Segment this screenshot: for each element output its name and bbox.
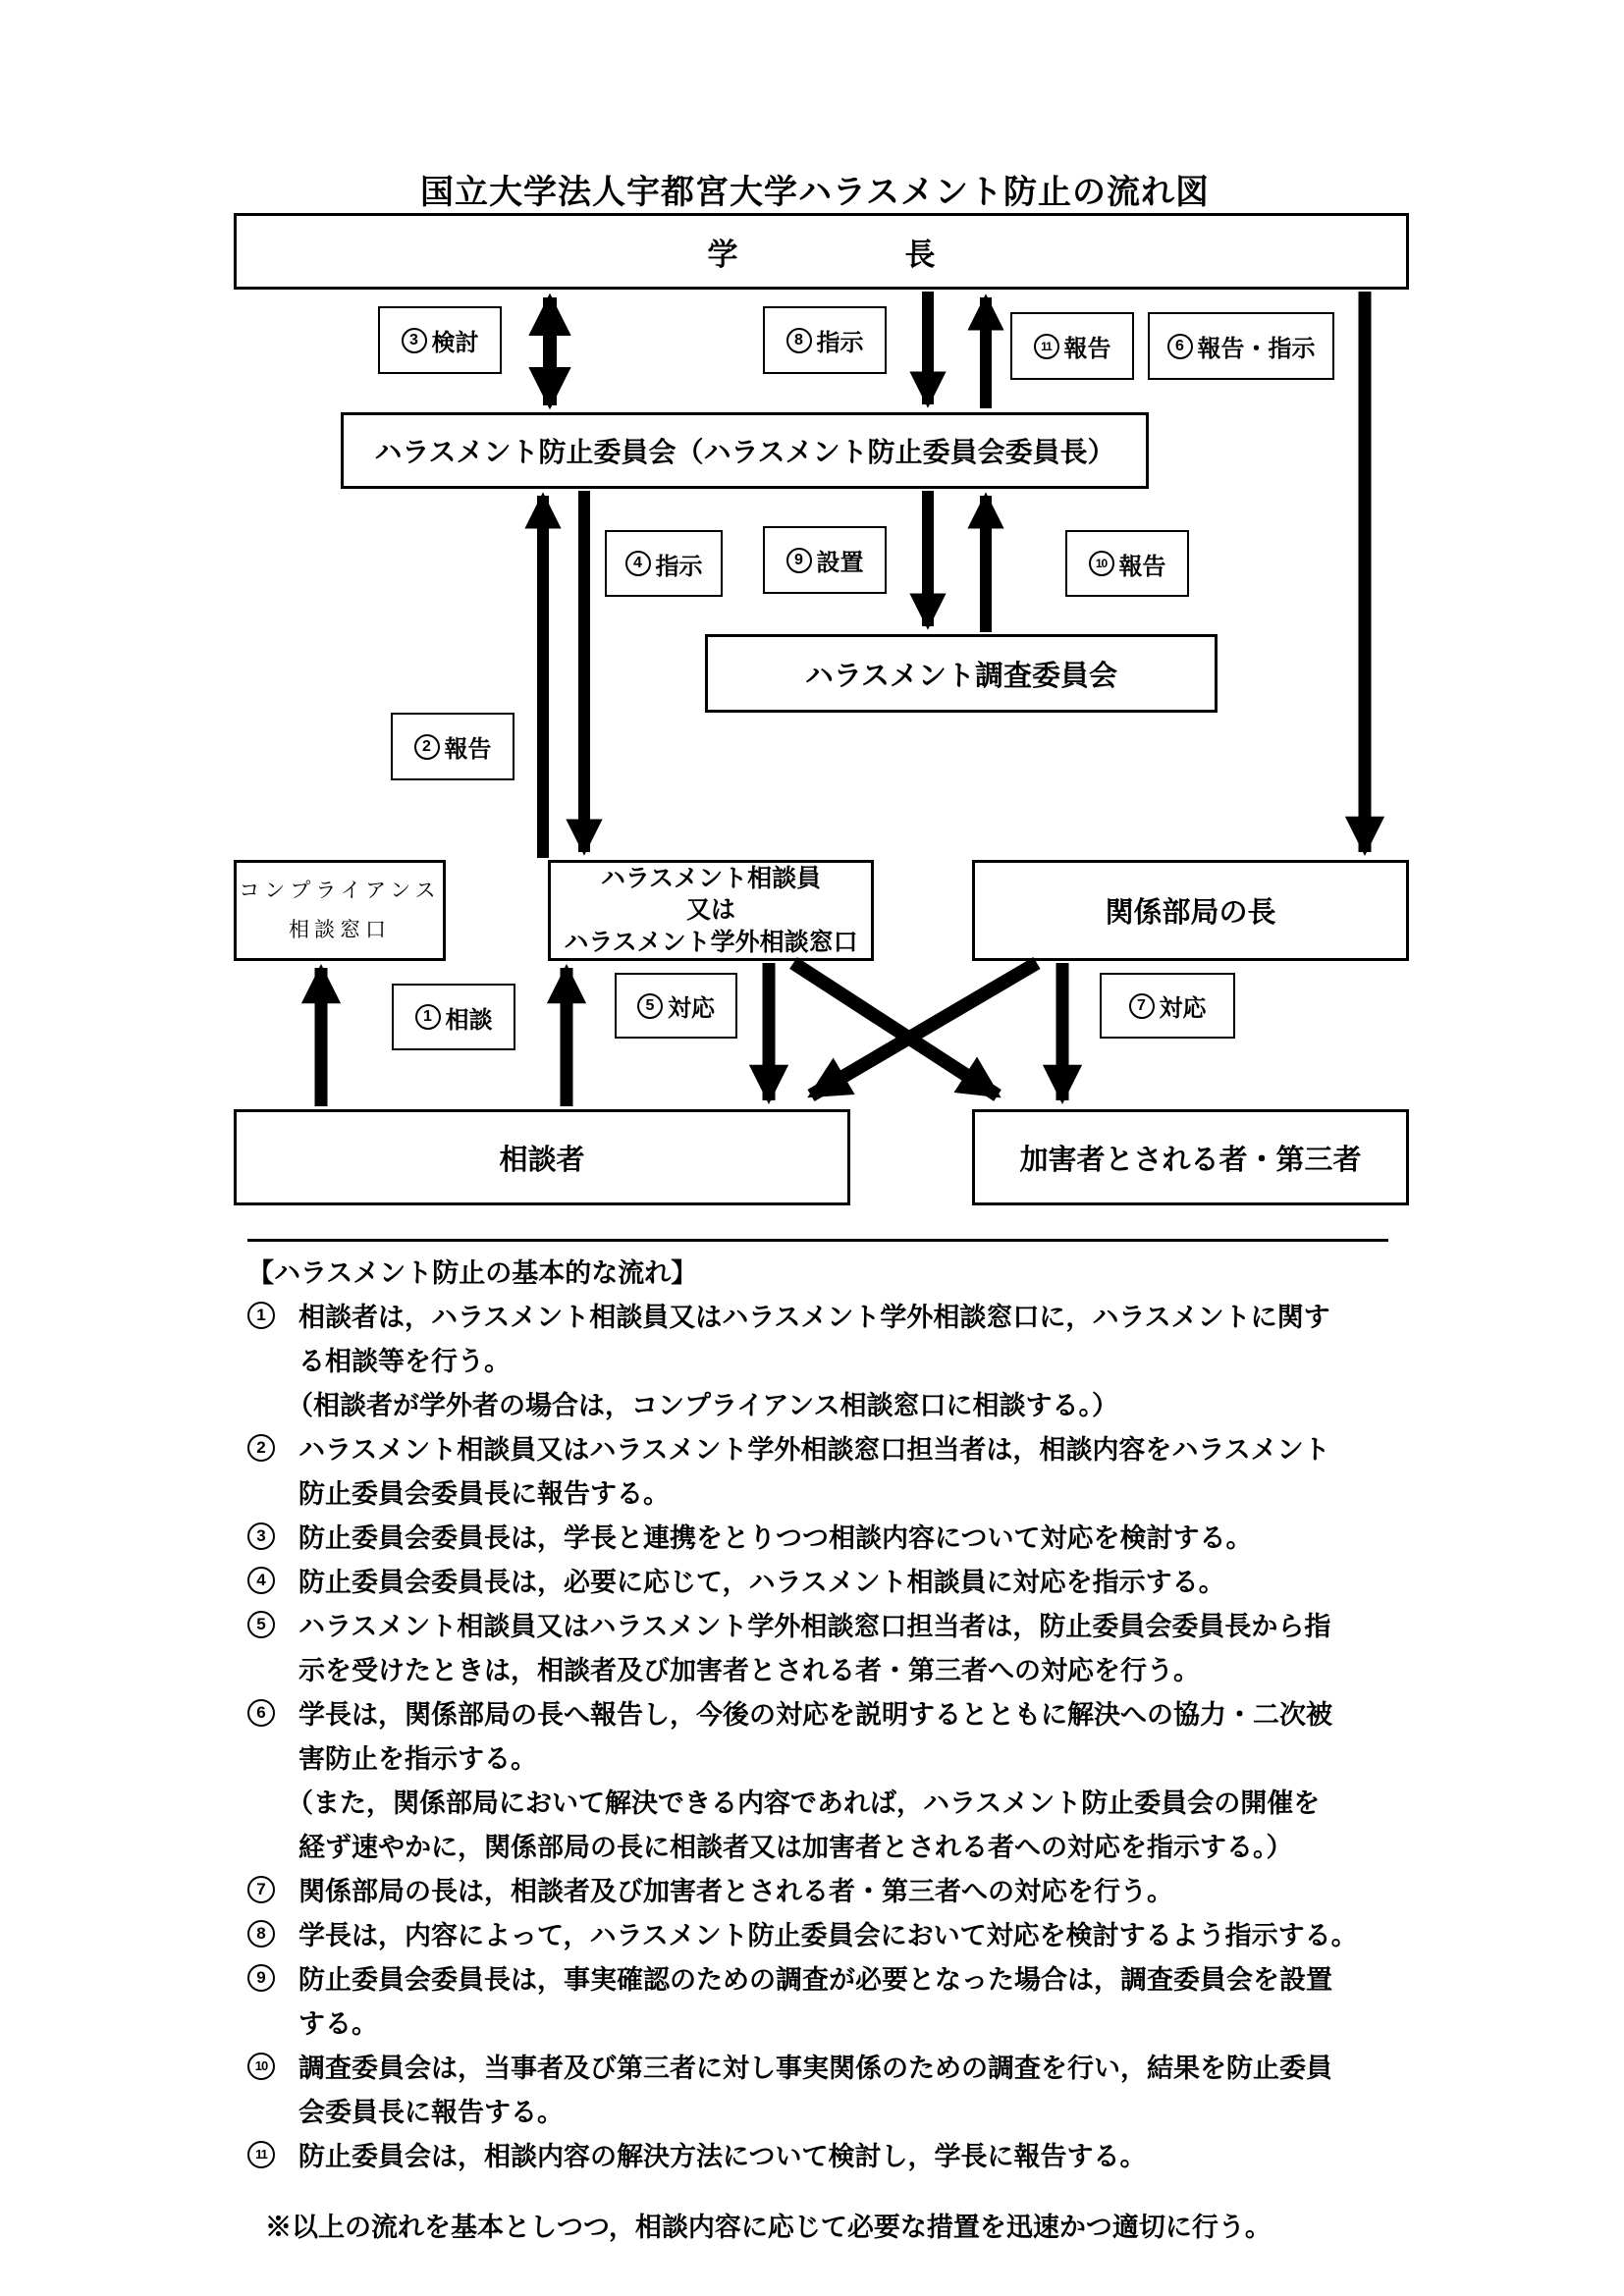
legend-line: （相談者が学外者の場合は，コンプライアンス相談窓口に相談する。） [287,1391,1118,1420]
circled-number-icon: 3 [247,1522,275,1550]
circled-number-icon: 4 [247,1567,275,1594]
legend-line: 10 調査委員会は，当事者及び第三者に対し事実関係のための調査を行い，結果を防止委員 [247,2044,1553,2088]
box-investigation-committee [705,634,1218,713]
legend-line: 害防止を指示する。 [298,1744,537,1774]
circled-number-icon: 8 [247,1920,275,1948]
box-harassment-counselor [548,860,874,961]
circled-number-icon: 5 [247,1611,275,1638]
circled-number-icon: 11 [1034,334,1059,359]
legend-heading: 【ハラスメント防止の基本的な流れ】 [247,1258,698,1288]
legend-line: （また，関係部局において解決できる内容であれば，ハラスメント防止委員会の開催を [287,1789,1321,1818]
circled-number-icon: 9 [247,1964,275,1992]
flow-label-7-respond: 7 対応 [1100,973,1235,1039]
box-consulter [234,1109,850,1205]
circled-number-icon: 3 [402,328,427,353]
legend-line: 会委員長に報告する。 [298,2098,564,2127]
arrow-7-respond-diagonal-consulter [811,963,1037,1095]
legend-line: 防止委員会委員長に報告する。 [298,1479,670,1509]
circled-number-icon: 7 [1129,993,1155,1019]
legend-line: 9 防止委員会委員長は，事実確認のための調査が必要となった場合は，調査委員会を設置 [247,1955,1553,2000]
flow-label-4-instruct: 4 指示 [605,530,723,597]
flow-label-5-respond: 5 対応 [615,973,737,1039]
circled-number-icon: 6 [247,1699,275,1727]
circled-number-icon: 1 [415,1004,441,1030]
flow-label-10-report: 10 報告 [1065,530,1189,597]
flow-label-2-report: 2 報告 [391,713,514,780]
circled-number-icon: 8 [786,328,812,353]
legend-note: ※以上の流れを基本としつつ，相談内容に応じて必要な措置を迅速かつ適切に行う。 [265,2213,1272,2242]
legend-line: 5 ハラスメント相談員又はハラスメント学外相談窓口担当者は，防止委員会委員長から指 [247,1602,1553,1646]
circled-number-icon: 7 [247,1876,275,1903]
basic-flow-legend [247,1249,1553,2247]
circled-number-icon: 5 [637,993,663,1019]
legend-line: 3 防止委員会委員長は，学長と連携をとりつつ相談内容について対応を検討する。 [247,1514,1553,1558]
flow-label-6-report-instruct: 6 報告・指示 [1148,312,1334,380]
legend-line: 2 ハラスメント相談員又はハラスメント学外相談窓口担当者は，相談内容をハラスメント [247,1425,1553,1469]
section-divider-line [247,1239,1388,1242]
box-compliance-desk [234,860,446,961]
legend-line: 1 相談者は，ハラスメント相談員又はハラスメント学外相談窓口に，ハラスメントに関す [247,1293,1553,1337]
investigation-committee-label: ハラスメント調査委員会 [804,660,1118,692]
flow-label-3-review: 3 検討 [378,306,502,374]
legend-line: 8 学長は，内容によって，ハラスメント防止委員会において対応を検討するよう指示する。 [247,1911,1553,1955]
box-department-head [972,860,1409,961]
department-head-label: 関係部局の長 [1105,897,1276,929]
circled-number-icon: 2 [247,1434,275,1462]
circled-number-icon: 9 [786,548,812,573]
consulter-label: 相談者 [499,1144,585,1176]
circled-number-icon: 6 [1167,334,1193,359]
page-title: 国立大学法人宇都宮大学ハラスメント防止の流れ図 [420,174,1210,211]
circled-number-icon: 1 [247,1302,275,1329]
arrow-5-respond-diagonal-accused [793,963,998,1095]
flow-label-1-consult: 1 相談 [392,984,515,1050]
legend-line: る相談等を行う。 [298,1347,511,1376]
compliance-desk-label: コンプライアンス 相談窓口 [239,879,441,941]
circled-number-icon: 4 [625,551,651,576]
circled-number-icon: 11 [247,2141,275,2168]
flow-label-8-instruct: 8 指示 [763,306,887,374]
circled-number-icon: 10 [1089,551,1114,576]
legend-line: 4 防止委員会委員長は，必要に応じて，ハラスメント相談員に対応を指示する。 [247,1558,1553,1602]
legend-line: 6 学長は，関係部局の長へ報告し，今後の対応を説明するとともに解決への協力・二次被 [247,1690,1553,1735]
legend-line: する。 [298,2009,378,2039]
harassment-counselor-label: ハラスメント相談員 又は ハラスメント学外相談窓口 [564,864,858,956]
legend-line: 経ず速やかに，関係部局の長に相談者又は加害者とされる者への対応を指示する。） [298,1833,1293,1862]
legend-line: 11 防止委員会は，相談内容の解決方法について検討し，学長に報告する。 [247,2132,1553,2176]
accused-third-party-label: 加害者とされる者・第三者 [1019,1144,1362,1176]
box-accused-third-party [972,1109,1409,1205]
circled-number-icon: 2 [414,734,440,760]
legend-line: 示を受けたときは，相談者及び加害者とされる者・第三者への対応を行う。 [298,1656,1200,1685]
flow-label-11-report: 11 報告 [1010,312,1134,380]
box-prevention-committee [341,412,1149,489]
box-president [234,213,1409,290]
president-label: 学 長 [707,237,936,272]
legend-line: 7 関係部局の長は，相談者及び加害者とされる者・第三者への対応を行う。 [247,1867,1553,1911]
flow-label-9-establish: 9 設置 [763,526,887,594]
prevention-committee-label: ハラスメント防止委員会（ハラスメント防止委員会委員長） [374,437,1115,467]
circled-number-icon: 10 [247,2053,275,2080]
